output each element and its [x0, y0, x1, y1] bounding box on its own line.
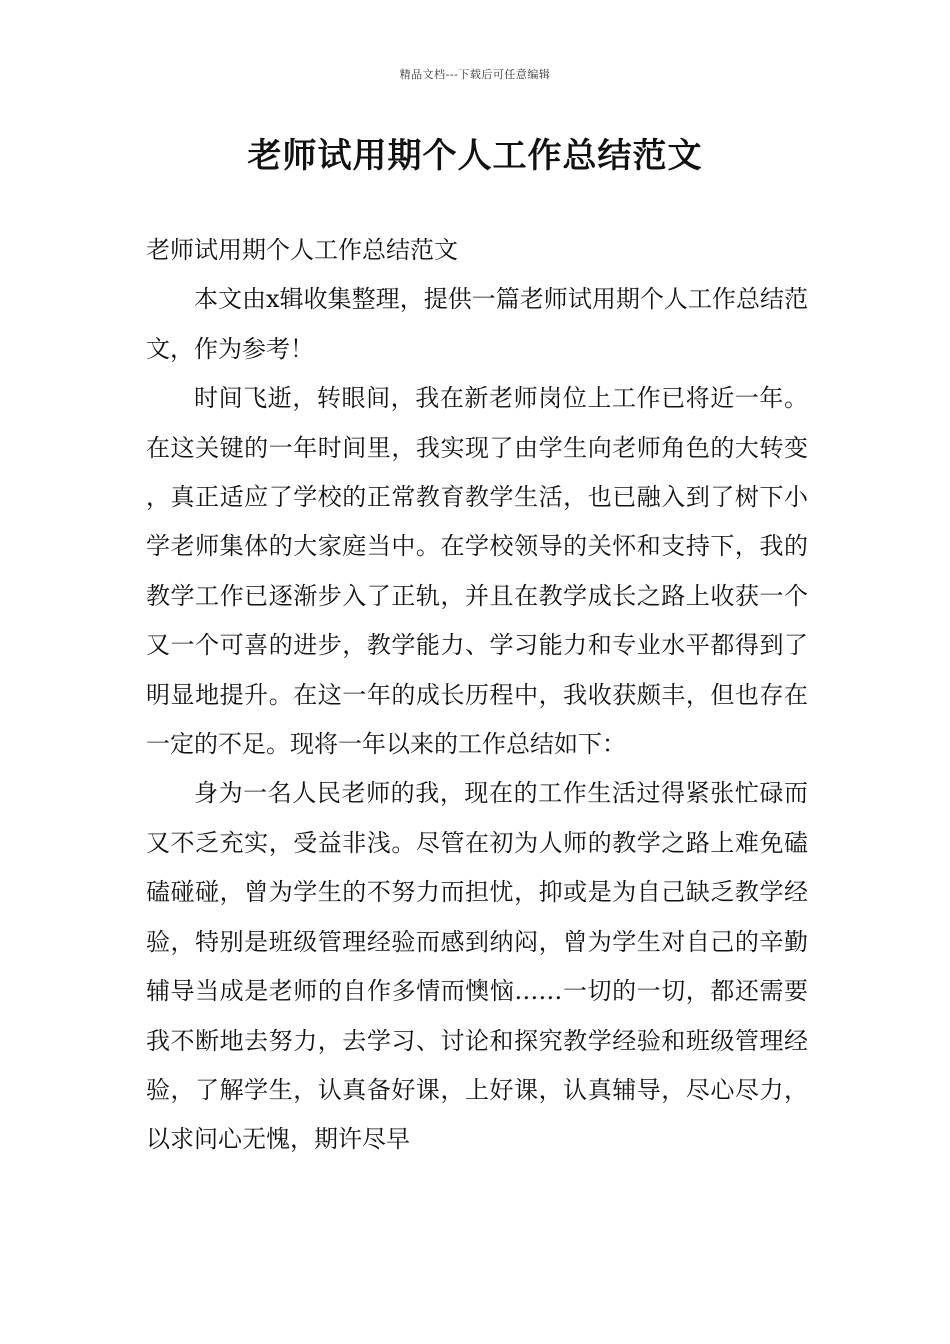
body-paragraph-2: 身为一名人民老师的我，现在的工作生活过得紧张忙碌而又不乏充实，受益非浅。尽管在初为人师的教学之路上难免磕磕碰碰，曾为学生的不努力而担忧，抑或是为自己缺乏教学经验，特别是班级管理经验而感到纳闷，曾为学生对自己的辛勤辅导当成是老师的自作多情而懊恼……一切的一切，都还需要我不断地去努力，去学习、讨论和探究教学经验和班级管理经验，了解学生，认真备好课，上好课，认真辅导，尽心尽力，以求问心无愧，期许尽早 [146, 779, 808, 1154]
body-subtitle: 老师试用期个人工作总结范文 [146, 236, 458, 264]
document-body [146, 226, 808, 1165]
body-paragraph-1: 时间飞逝，转眼间，我在新老师岗位上工作已将近一年。在这关键的一年时间里，我实现了由学生向老师角色的大转变，真正适应了学校的正常教育教学生活，也已融入到了树下小学老师集体的大家庭当中。在学校领导的关怀和支持下，我的教学工作已逐渐步入了正轨，并且在教学成长之路上收获一个又一个可喜的进步，教学能力、学习能力和专业水平都得到了明显地提升。在这一年的成长历程中，我收获颇丰，但也存在一定的不足。现将一年以来的工作总结如下： [146, 384, 808, 759]
document-title: 老师试用期个人工作总结范文 [247, 136, 703, 176]
body-paragraph-intro: 本文由x辑收集整理，提供一篇老师试用期个人工作总结范文，作为参考！ [146, 285, 808, 363]
header-note: 精品文档---下载后可任意编辑 [399, 68, 551, 81]
